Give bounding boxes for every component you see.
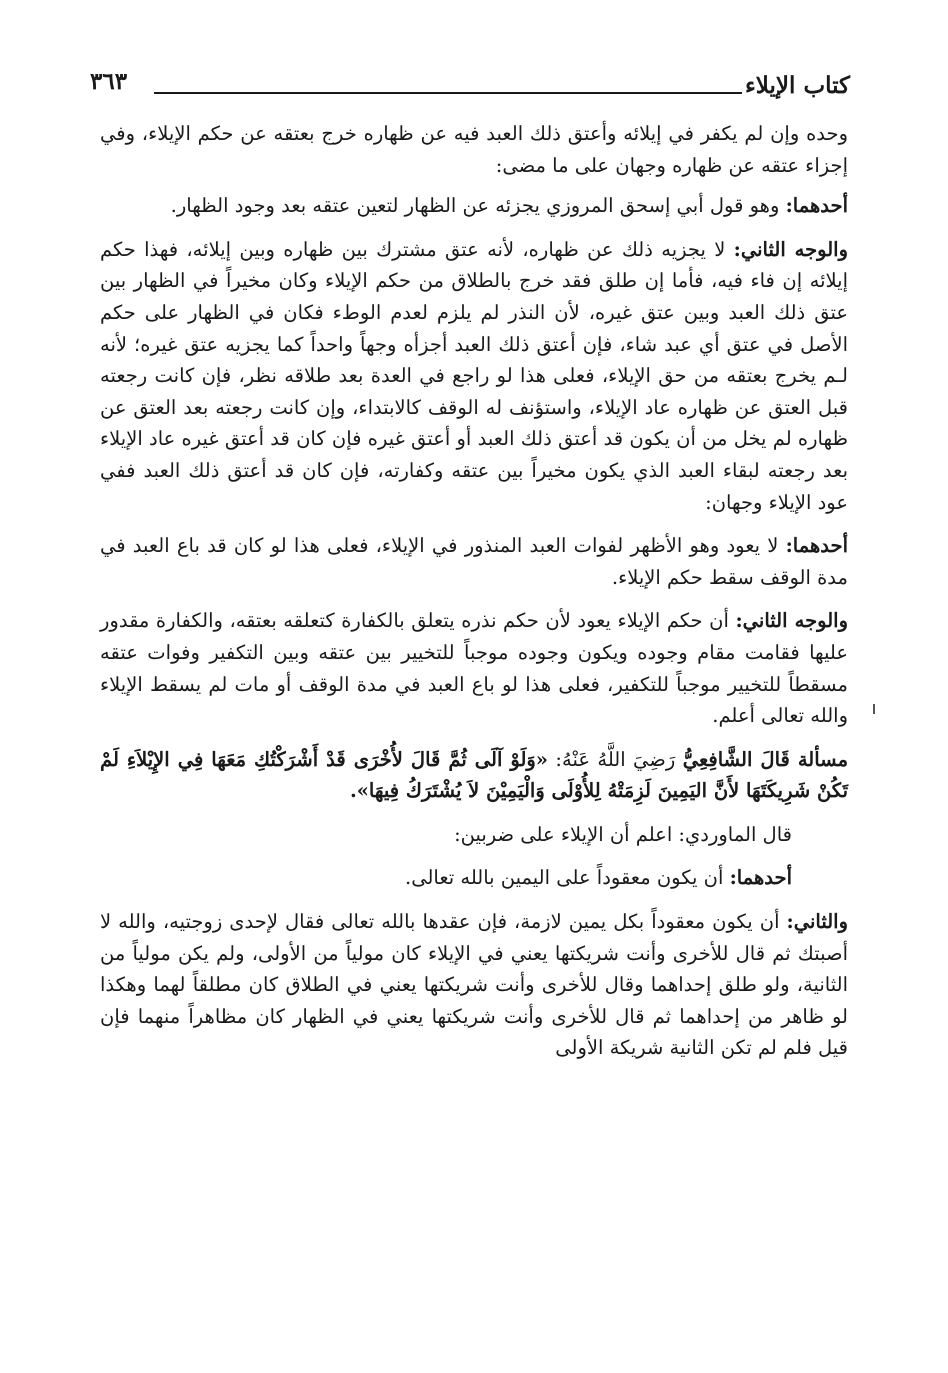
paragraph — [100, 819, 848, 851]
masala-paragraph — [100, 744, 848, 807]
masala-heading: مسألة قَالَ الشَّافِعِيُّ — [682, 747, 849, 771]
paragraph-lead: أحدهما: — [785, 534, 848, 558]
masala-honorific: رَضِيَ اللَّهُ عَنْهُ: — [555, 747, 676, 771]
paragraph-text: لا يجزيه ذلك عن ظهاره، لأنه عتق مشترك بين ظهاره وبين إيلائه، فهذا حكم إيلائه إن فاء فيه، فأما إن طلق فقد خرج بالطلاق من حكم الإيلاء وكان مخيراً في الظهار بين عتق ذلك العبد وبين عتق غيره، لأن النذر لم يلزم لعدم الوطء فكان في الظهار على حكم الأصل في عتق أي عبد شاء، فإن أعتق ذلك العبد أجزأه وجهاً واحداً كما يجزيه عتق غيره؛ لأنه لـم يخرج بعتقه من حق الإيلاء، فعلى هذا لو راجع في العدة بعد طلاقه نظر، فإن كانت رجعته قبل العتق عن ظهاره عاد الإيلاء، واستؤنف له الوقف كالابتداء، وإن كانت رجعته بعد العتق عن ظهاره لم يخل من أن يكون قد أعتق ذلك العبد أو أعتق غيره فإن كان قد أعتق غيره عاد الإيلاء بعد رجعته لبقاء العبد الذي يكون مخيراً بين عتقه وكفارته، فإن كان قد أعتق ذلك العبد ففي عود الإيلاء وجهان: — [100, 237, 848, 514]
paragraph-lead: والوجه الثاني: — [735, 609, 848, 633]
paragraph — [100, 862, 848, 894]
paragraph-text: وحده وإن لم يكفر في إيلائه وأعتق ذلك العبد فيه عن ظهاره خرج بعتقه عن حكم الإيلاء، وفي إجزاء عتقه عن ظهاره وجهان على ما مضى: — [100, 122, 848, 177]
paragraph-text: لا يعود وهو الأظهر لفوات العبد المنذور في الإيلاء، فعلى هذا لو كان قد باع العبد في مدة الوقف سقط حكم الإيلاء. — [100, 534, 848, 589]
masala-quote: «وَلَوْ آلَى ثُمَّ قَالَ لأُخْرَى قَدْ أَشْرَكْتُكِ مَعَهَا فِي الإِيْلاَءِ لَمْ تَكُنْ شَرِيكَتَهَا لأَنَّ اليَمِينَ لَزِمَتْهُ لِلأُوْلَى وَالْيَمِيْنَ لاَ يُشْتَرَكُ فِيهَا». — [100, 747, 848, 803]
paragraph-lead: أحدهما: — [729, 866, 792, 890]
paragraph-text: أن يكون معقوداً بكل يمين لازمة، فإن عقدها بالله تعالى فقال لإحدى زوجتيه، والله لا أصبتك ثم قال للأخرى وأنت شريكتها يعني في الإيلاء كان مولياً من الأولى، ولم يكن مولياً من الثانية، ولو طلق إحداهما وقال للأخرى وأنت شريكتها يعني في الطلاق كان مطلقاً لهما وهكذا لو ظاهر من إحداهما ثم قال للأخرى وأنت شريكتها يعني في الظهار كان مظاهراً منهما فإن قيل فلم لم تكن الثانية شريكة الأولى — [100, 910, 848, 1060]
paragraph-lead: والوجه الثاني: — [733, 237, 848, 261]
paragraph-text: قال الماوردي: اعلم أن الإيلاء على ضربين: — [454, 822, 792, 846]
page-header — [90, 66, 850, 106]
paragraph — [100, 118, 848, 181]
paragraph — [100, 190, 848, 222]
paragraph — [100, 530, 848, 593]
paragraph-lead: أحدهما: — [785, 194, 848, 218]
paragraph — [100, 605, 848, 731]
book-title: كتاب الإيلاء — [744, 72, 850, 99]
paragraph — [100, 906, 848, 1064]
margin-mark — [873, 704, 875, 714]
page-number: ٣٦٣ — [90, 68, 128, 95]
paragraph-text: أن حكم الإيلاء يعود لأن حكم نذره يتعلق بالكفارة كتعلقه بعتقه، والكفارة مقدور عليها فقامت مقام وجوده ويكون وجوده موجباً للتخيير بين عتقه وبين التكفير وفوات عتقه مسقطاً للتخيير موجباً للتكفير، فعلى هذا لو باع العبد في مدة الوقف أو مات لم يسقط الإيلاء والله تعالى أعلم. — [100, 609, 848, 728]
paragraph — [100, 234, 848, 518]
paragraph-text: أن يكون معقوداً على اليمين بالله تعالى. — [405, 866, 724, 890]
page-body — [100, 118, 848, 1076]
header-rule — [154, 92, 742, 94]
paragraph-lead: والثاني: — [786, 910, 849, 934]
paragraph-text: وهو قول أبي إسحق المروزي يجزئه عن الظهار لتعين عتقه بعد وجود الظهار. — [170, 194, 780, 218]
